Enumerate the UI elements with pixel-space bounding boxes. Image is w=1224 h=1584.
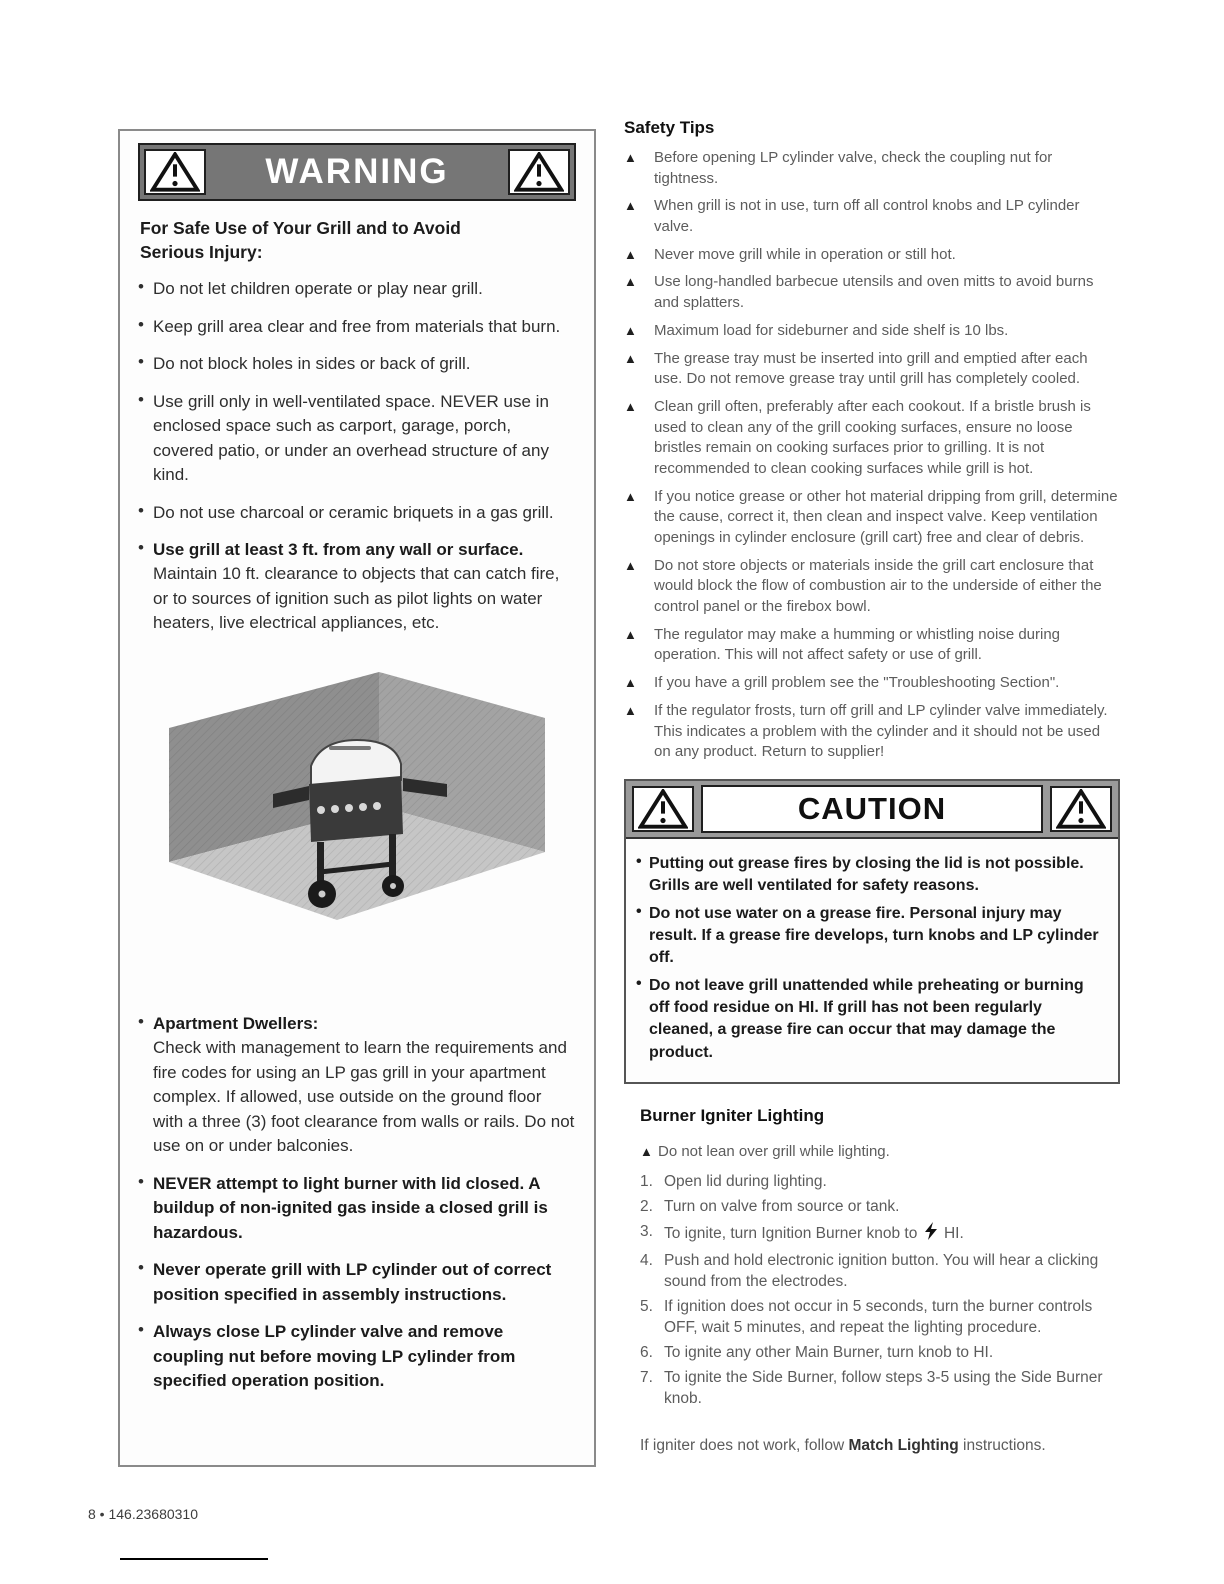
safety-tip-text: Maximum load for sideburner and side shelf is 10 lbs. — [654, 321, 1009, 339]
caution-banner — [626, 781, 1118, 839]
safety-tip-text: If the regulator frosts, turn off grill and LP cylinder valve immediately. This indicates a problem with the cylinder and it should not be used on any product. Return to supplier! — [654, 701, 1108, 761]
safety-tip — [624, 196, 1120, 237]
apartment-dwellers-bullet — [138, 1012, 576, 1159]
warning-heading: For Safe Use of Your Grill and to Avoid Serious Injury: — [140, 218, 461, 262]
bullet-icon: • — [138, 1011, 144, 1031]
bullet-icon: • — [636, 975, 642, 993]
burner-note-text: Do not lean over grill while lighting. — [658, 1142, 890, 1160]
step-number: 4. — [640, 1252, 653, 1270]
burner-igniter-heading: Burner Igniter Lighting — [640, 1105, 825, 1125]
warning-lower-bullets — [138, 1012, 576, 1394]
warning-bold-bullet-text: Always close LP cylinder valve and remove coupling nut before moving LP cylinder from specified operation position. — [153, 1322, 516, 1390]
warning-triangle-icon — [508, 149, 570, 195]
safety-tip — [624, 245, 1120, 266]
safety-tip — [624, 625, 1120, 666]
safety-tips-heading: Safety Tips — [624, 118, 715, 137]
safety-tip — [624, 397, 1120, 480]
triangle-bullet-icon: ▲ — [624, 198, 637, 214]
triangle-bullet-icon: ▲ — [640, 1143, 653, 1159]
burner-step — [640, 1197, 1120, 1218]
caution-bullet-text: Do not use water on a grease fire. Personal injury may result. If a grease fire develops, turn knobs and LP cylinder off. — [649, 905, 1099, 967]
triangle-bullet-icon: ▲ — [624, 350, 637, 366]
warning-bullet-text: Use grill only in well-ventilated space. NEVER use in enclosed space such as carport, garage, porch, covered patio, or under an overhead structure of any kind. — [153, 391, 549, 485]
step-number: 5. — [640, 1297, 653, 1315]
warning-bullet — [138, 501, 576, 525]
warning-bullet-text: Do not use charcoal or ceramic briquets in a gas grill. — [153, 502, 554, 522]
bullet-icon: • — [138, 277, 144, 297]
warning-triangle-icon — [1050, 786, 1112, 832]
burner-step-ignite — [640, 1222, 1120, 1247]
warning-bold-bullet-text: Never operate grill with LP cylinder out of correct position specified in assembly instructions. — [153, 1260, 552, 1304]
safety-tip-text: Clean grill often, preferably after each cookout. If a bristle brush is used to clean any of the grill cooking surfaces, ensure no loose bristles remain on cooking surfaces prior to grilling. It is not recommended to clean cooking surfaces while grill is hot. — [654, 397, 1091, 477]
step-text: Push and hold electronic ignition button. You will hear a clicking sound from the electrodes. — [664, 1252, 1099, 1290]
safety-tip — [624, 556, 1120, 618]
safety-tip-text: The grease tray must be inserted into grill and emptied after each use. Do not remove grease tray until grill has completely cooled. — [654, 349, 1088, 388]
bullet-icon: • — [636, 852, 642, 870]
warning-bullet-clearance — [138, 538, 576, 636]
grill-enclosure-illustration — [161, 666, 553, 944]
triangle-bullet-icon: ▲ — [624, 322, 637, 338]
step-number: 1. — [640, 1173, 653, 1191]
clearance-lead: Use grill at least 3 ft. from any wall or surface. — [153, 540, 524, 559]
warning-banner — [138, 143, 576, 201]
caution-bullet-text: Do not leave grill unattended while preheating or burning off food residue on HI. If grill has not been regularly cleaned, a grease fire can occur that may damage the product. — [649, 977, 1084, 1061]
match-lighting-note — [640, 1437, 1120, 1455]
step-number: 3. — [640, 1223, 653, 1241]
step-text: Turn on valve from source or tank. — [664, 1198, 900, 1216]
safety-tip — [624, 321, 1120, 342]
warning-bullet — [138, 315, 576, 339]
caution-banner-label: CAUTION — [701, 785, 1043, 833]
apartment-dwellers-body: Check with management to learn the requirements and fire codes for using an LP gas grill in your apartment complex. If allowed, use outside on the ground floor with a three (3) foot clearance from walls or rails. Do not use on or under balconies. — [153, 1038, 575, 1156]
safety-tip-text: If you have a grill problem see the "Troubleshooting Section". — [654, 674, 1060, 692]
burner-step — [640, 1297, 1120, 1339]
caution-bullet — [636, 903, 1108, 969]
step-number: 7. — [640, 1368, 653, 1386]
caution-bullet — [636, 853, 1108, 897]
safety-tip — [624, 701, 1120, 763]
triangle-bullet-icon: ▲ — [624, 398, 637, 414]
warning-bold-bullet-text: NEVER attempt to light burner with lid closed. A buildup of non-ignited gas inside a closed grill is hazardous. — [153, 1173, 548, 1242]
step-text — [664, 1222, 1120, 1247]
warning-bullet — [138, 352, 576, 376]
burner-step — [640, 1368, 1120, 1410]
bullet-icon: • — [138, 538, 144, 557]
triangle-bullet-icon: ▲ — [624, 626, 637, 642]
bullet-icon: • — [138, 314, 144, 334]
burner-step — [640, 1343, 1120, 1364]
apartment-dwellers-label: Apartment Dwellers: — [153, 1013, 319, 1033]
triangle-bullet-icon: ▲ — [624, 557, 637, 573]
warning-bold-bullet — [138, 1172, 576, 1245]
safety-tip-text: When grill is not in use, turn off all control knobs and LP cylinder valve. — [654, 197, 1080, 236]
triangle-bullet-icon: ▲ — [624, 150, 637, 165]
warning-banner-label: WARNING — [265, 152, 449, 191]
warning-triangle-icon — [144, 149, 206, 195]
bullet-icon: • — [138, 389, 144, 409]
triangle-bullet-icon: ▲ — [624, 488, 637, 504]
bullet-icon: • — [138, 1171, 144, 1191]
apartment-dwellers-text — [153, 1012, 576, 1159]
bullet-icon: • — [636, 903, 642, 921]
safety-tip-text: The regulator may make a humming or whistling noise during operation. This will not affect safety or use of grill. — [654, 625, 1061, 664]
safety-tip — [624, 349, 1120, 390]
safety-tip — [624, 272, 1120, 313]
match-note-bold: Match Lighting — [848, 1437, 959, 1455]
clearance-rest: Maintain 10 ft. clearance to objects that can catch fire, or to sources of ignition such as pilot lights on water heaters, live electrical appliances, etc. — [153, 564, 560, 633]
bottom-rule — [120, 1558, 268, 1560]
step-text-pre: To ignite, turn Ignition Burner knob to — [664, 1225, 918, 1243]
warning-bullet — [138, 277, 576, 301]
step-text: To ignite the Side Burner, follow steps 3-5 using the Side Burner knob. — [664, 1368, 1103, 1407]
caution-bullet — [636, 975, 1108, 1063]
warning-box — [118, 129, 596, 1467]
burner-step — [640, 1172, 1120, 1193]
right-column — [624, 118, 1120, 1455]
step-number: 6. — [640, 1343, 653, 1361]
step-text: To ignite any other Main Burner, turn knob to HI. — [664, 1343, 994, 1361]
bullet-icon: • — [138, 500, 144, 520]
bullet-icon: • — [138, 1258, 144, 1278]
match-note-post: instructions. — [958, 1437, 1046, 1455]
step-text: If ignition does not occur in 5 seconds, turn the burner controls OFF, wait 5 minutes, and repeat the lighting procedure. — [664, 1297, 1093, 1336]
step-text-post: HI. — [943, 1225, 964, 1243]
match-note-pre: If igniter does not work, follow — [640, 1437, 849, 1455]
warning-bullet-text: Do not let children operate or play near grill. — [153, 279, 483, 299]
burner-note — [640, 1142, 1120, 1163]
burner-step — [640, 1251, 1120, 1293]
bullet-icon: • — [138, 352, 144, 372]
triangle-bullet-icon: ▲ — [624, 246, 637, 262]
lightning-bolt-icon — [925, 1222, 937, 1247]
warning-bullet — [138, 390, 576, 488]
warning-bullet-text: Do not block holes in sides or back of grill. — [153, 354, 471, 374]
safety-tip-text: If you notice grease or other hot material dripping from grill, determine the cause, correct it, then clean and inspect valve. Keep ventilation openings in cylinder enclosure (grill cart) free and clear of debris. — [654, 487, 1118, 546]
step-text: Open lid during lighting. — [664, 1173, 827, 1191]
warning-bold-bullet — [138, 1320, 576, 1393]
safety-tip-text: Do not store objects or materials inside the grill cart enclosure that would block the flow of combustion air to the underside of either the control panel or the firebox bowl. — [654, 556, 1102, 616]
caution-bullet-list — [626, 839, 1118, 1082]
warning-bullet-text: Keep grill area clear and free from materials that burn. — [153, 316, 561, 336]
safety-tip-text: Never move grill while in operation or still hot. — [654, 245, 956, 263]
triangle-bullet-icon: ▲ — [624, 675, 637, 691]
burner-igniter-section — [624, 1106, 1120, 1456]
safety-tip-text: Use long-handled barbecue utensils and oven mitts to avoid burns and splatters. — [654, 273, 1094, 312]
triangle-bullet-icon: ▲ — [624, 274, 637, 290]
warning-bold-bullet — [138, 1258, 576, 1307]
caution-bullet-text: Putting out grease fires by closing the lid is not possible. Grills are well ventilated for safety reasons. — [649, 854, 1084, 894]
step-number: 2. — [640, 1198, 653, 1216]
triangle-bullet-icon: ▲ — [624, 702, 637, 718]
safety-tip — [624, 673, 1120, 694]
page-footer: 8 • 146.23680310 — [88, 1506, 199, 1522]
caution-box — [624, 779, 1120, 1084]
safety-tip — [624, 487, 1120, 549]
bullet-icon: • — [138, 1320, 144, 1340]
safety-tip-text: Before opening LP cylinder valve, check the coupling nut for tightness. — [654, 149, 1053, 187]
warning-triangle-icon — [632, 786, 694, 832]
warning-bullet-text — [153, 538, 576, 636]
safety-tip — [624, 148, 1120, 189]
